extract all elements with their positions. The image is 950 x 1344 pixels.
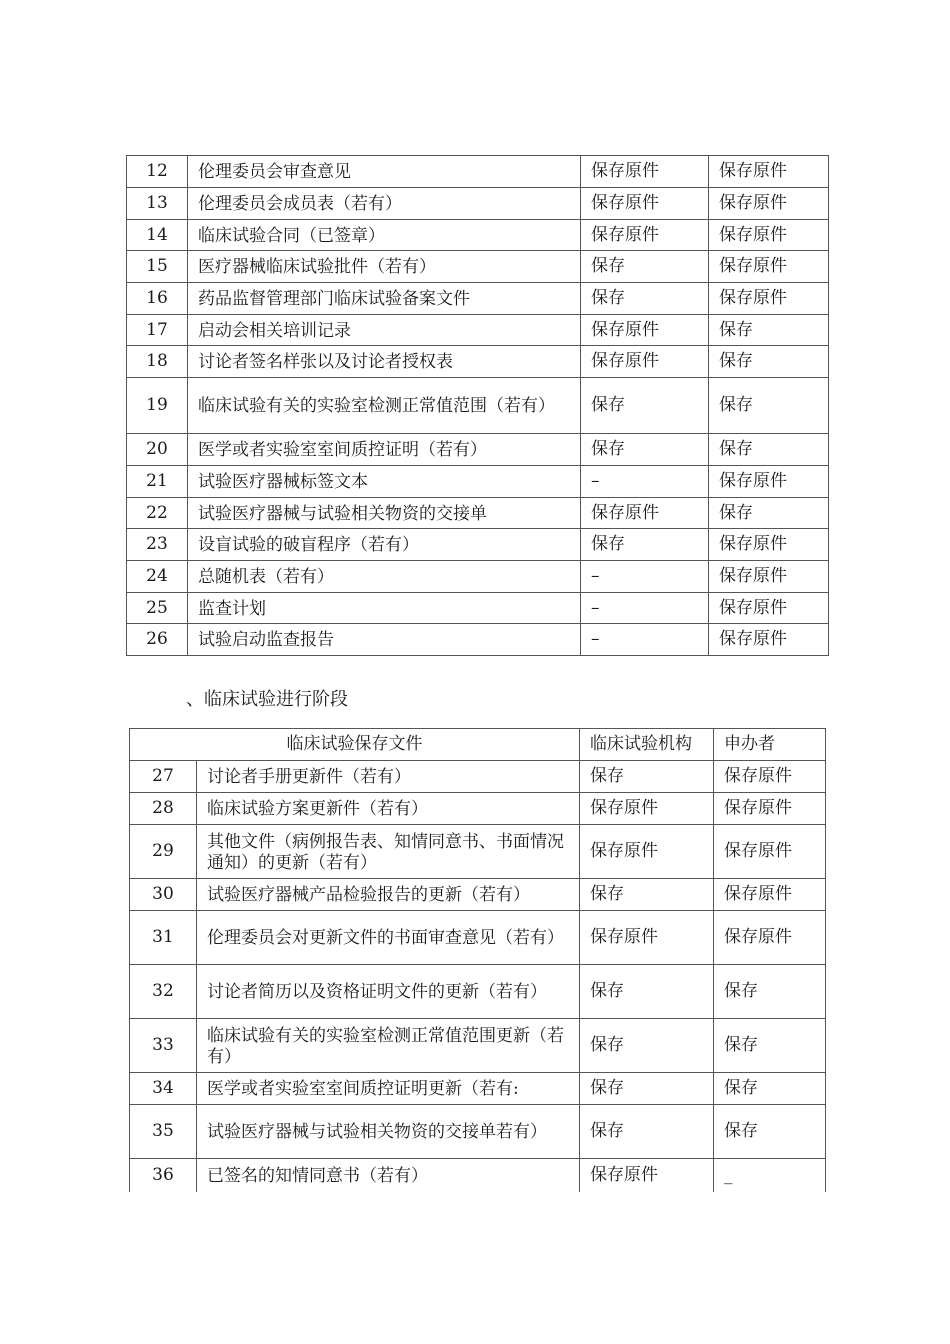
document-name: 其他文件（病例报告表、知情同意书、书面情况通知）的更新（若有） <box>197 825 580 879</box>
table-row <box>130 1019 826 1073</box>
table-row <box>130 825 826 879</box>
row-number: 21 <box>127 466 188 498</box>
row-number: 28 <box>130 793 197 825</box>
row-number: 34 <box>130 1073 197 1105</box>
document-name: 讨论者手册更新件（若有） <box>197 761 580 793</box>
row-number: 32 <box>130 965 197 1019</box>
sponsor-status: 保存原件 <box>714 825 826 879</box>
document-name: 伦理委员会成员表（若有） <box>188 188 581 220</box>
sponsor-status: 保存原件 <box>709 593 829 624</box>
table-row <box>127 156 829 188</box>
document-name: 总随机表（若有） <box>188 561 581 593</box>
sponsor-status: 保存原件 <box>709 251 829 283</box>
table-row <box>130 879 826 911</box>
sponsor-status: 保存原件 <box>709 220 829 251</box>
document-name: 临床试验有关的实验室检测正常值范围（若有） <box>188 378 581 434</box>
sponsor-status: 保存 <box>714 1073 826 1105</box>
sponsor-status: 保存原件 <box>709 529 829 561</box>
header-sponsor: 申办者 <box>714 729 826 761</box>
institution-status: – <box>581 466 709 498</box>
sponsor-status: 保存原件 <box>709 156 829 188</box>
institution-status: 保存原件 <box>580 1159 714 1193</box>
table-row <box>127 220 829 251</box>
institution-status: 保存原件 <box>580 825 714 879</box>
row-number: 17 <box>127 315 188 346</box>
sponsor-status: 保存原件 <box>714 793 826 825</box>
archive-table-body <box>127 156 829 656</box>
sponsor-status: 保存原件 <box>709 466 829 498</box>
sponsor-status: 保存 <box>709 346 829 378</box>
table-row <box>127 466 829 498</box>
document-name: 试验医疗器械与试验相关物资的交接单 <box>188 498 581 529</box>
document-name: 试验医疗器械产品检验报告的更新（若有） <box>197 879 580 911</box>
document-name: 启动会相关培训记录 <box>188 315 581 346</box>
institution-status: 保存 <box>580 965 714 1019</box>
table-row <box>127 346 829 378</box>
institution-status: 保存 <box>581 283 709 315</box>
document-name: 监查计划 <box>188 593 581 624</box>
institution-status: 保存 <box>580 1073 714 1105</box>
institution-status: 保存原件 <box>580 793 714 825</box>
institution-status: – <box>581 561 709 593</box>
document-name: 试验医疗器械标签文本 <box>188 466 581 498</box>
row-number: 26 <box>127 624 188 656</box>
institution-status: 保存原件 <box>581 220 709 251</box>
row-number: 27 <box>130 761 197 793</box>
document-name: 伦理委员会审查意见 <box>188 156 581 188</box>
row-number: 36 <box>130 1159 197 1193</box>
row-number: 12 <box>127 156 188 188</box>
institution-status: 保存原件 <box>581 346 709 378</box>
institution-status: 保存原件 <box>581 188 709 220</box>
table-row <box>127 498 829 529</box>
header-documents: 临床试验保存文件 <box>130 729 580 761</box>
institution-status: 保存 <box>581 378 709 434</box>
sponsor-status: 保存原件 <box>709 188 829 220</box>
sponsor-status: 保存 <box>709 434 829 466</box>
institution-status: 保存 <box>581 529 709 561</box>
table-row <box>127 378 829 434</box>
sponsor-status: 保存 <box>714 1019 826 1073</box>
table-row <box>130 1105 826 1159</box>
row-number: 30 <box>130 879 197 911</box>
section-heading: 、临床试验进行阶段 <box>186 689 348 710</box>
document-name: 已签名的知情同意书（若有） <box>197 1159 580 1193</box>
row-number: 29 <box>130 825 197 879</box>
document-name: 医学或者实验室室间质控证明（若有） <box>188 434 581 466</box>
document-name: 临床试验有关的实验室检测正常值范围更新（若有） <box>197 1019 580 1073</box>
document-name: 伦理委员会对更新文件的书面审查意见（若有） <box>197 911 580 965</box>
institution-status: 保存 <box>580 1019 714 1073</box>
institution-status: 保存 <box>580 1105 714 1159</box>
document-name: 讨论者签名样张以及讨论者授权表 <box>188 346 581 378</box>
row-number: 14 <box>127 220 188 251</box>
institution-status: 保存 <box>581 434 709 466</box>
row-number: 25 <box>127 593 188 624</box>
table-row <box>127 434 829 466</box>
archive-table-body <box>130 761 826 1193</box>
institution-status: – <box>581 624 709 656</box>
row-number: 16 <box>127 283 188 315</box>
table-row <box>130 1073 826 1105</box>
table-row <box>127 188 829 220</box>
table-row <box>130 761 826 793</box>
sponsor-status: _ <box>714 1159 826 1193</box>
table-row <box>127 315 829 346</box>
table-row <box>130 965 826 1019</box>
sponsor-status: 保存原件 <box>714 761 826 793</box>
table-row <box>130 793 826 825</box>
document-name: 医学或者实验室室间质控证明更新（若有: <box>197 1073 580 1105</box>
header-institution: 临床试验机构 <box>580 729 714 761</box>
row-number: 19 <box>127 378 188 434</box>
sponsor-status: 保存 <box>714 965 826 1019</box>
row-number: 31 <box>130 911 197 965</box>
sponsor-status: 保存 <box>709 498 829 529</box>
table-row <box>130 911 826 965</box>
archive-table-ongoing <box>129 728 826 1193</box>
table-row <box>130 1159 826 1193</box>
sponsor-status: 保存 <box>714 1105 826 1159</box>
institution-status: 保存 <box>580 761 714 793</box>
sponsor-status: 保存 <box>709 315 829 346</box>
row-number: 13 <box>127 188 188 220</box>
document-name: 临床试验合同（已签章） <box>188 220 581 251</box>
institution-status: 保存原件 <box>581 498 709 529</box>
row-number: 20 <box>127 434 188 466</box>
sponsor-status: 保存原件 <box>709 624 829 656</box>
archive-table-preparation <box>126 155 829 656</box>
table-row <box>127 593 829 624</box>
sponsor-status: 保存原件 <box>714 911 826 965</box>
row-number: 35 <box>130 1105 197 1159</box>
sponsor-status: 保存原件 <box>709 283 829 315</box>
institution-status: – <box>581 593 709 624</box>
document-name: 设盲试验的破盲程序（若有） <box>188 529 581 561</box>
table-row <box>127 561 829 593</box>
table-row <box>127 529 829 561</box>
row-number: 22 <box>127 498 188 529</box>
row-number: 18 <box>127 346 188 378</box>
row-number: 15 <box>127 251 188 283</box>
page-bottom-margin <box>0 1192 950 1344</box>
sponsor-status: 保存原件 <box>709 561 829 593</box>
table-header-row <box>130 729 826 761</box>
row-number: 24 <box>127 561 188 593</box>
document-name: 医疗器械临床试验批件（若有） <box>188 251 581 283</box>
table-row <box>127 251 829 283</box>
table-row <box>127 624 829 656</box>
document-name: 试验启动监查报告 <box>188 624 581 656</box>
table-row <box>127 283 829 315</box>
sponsor-status: 保存 <box>709 378 829 434</box>
document-name: 药品监督管理部门临床试验备案文件 <box>188 283 581 315</box>
institution-status: 保存 <box>580 879 714 911</box>
document-name: 试验医疗器械与试验相关物资的交接单若有） <box>197 1105 580 1159</box>
institution-status: 保存原件 <box>580 911 714 965</box>
institution-status: 保存原件 <box>581 156 709 188</box>
institution-status: 保存原件 <box>581 315 709 346</box>
sponsor-status: 保存原件 <box>714 879 826 911</box>
document-name: 临床试验方案更新件（若有） <box>197 793 580 825</box>
institution-status: 保存 <box>581 251 709 283</box>
row-number: 23 <box>127 529 188 561</box>
row-number: 33 <box>130 1019 197 1073</box>
document-name: 讨论者简历以及资格证明文件的更新（若有） <box>197 965 580 1019</box>
